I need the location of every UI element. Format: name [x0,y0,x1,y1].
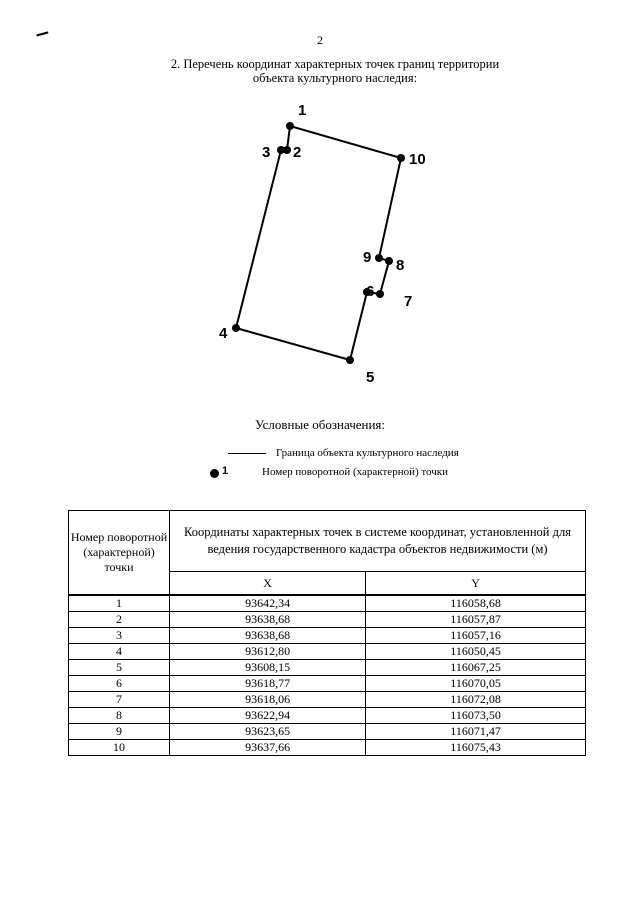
cell-point-number: 4 [69,644,170,660]
header-x: X [170,572,366,596]
legend-boundary-label: Граница объекта культурного наследия [276,447,459,459]
legend-title: Условные обозначения: [254,417,386,432]
cell-x: 93608,15 [170,660,366,676]
cell-point-number: 9 [69,724,170,740]
point-3-label: 3 [262,144,271,161]
table-row [69,595,586,612]
table-row [69,676,586,692]
cell-point-number: 8 [69,708,170,724]
legend-point-sample-number: 1 [222,465,229,477]
cell-y: 116050,45 [366,644,586,660]
cell-point-number: 10 [69,740,170,756]
cell-y: 116057,16 [366,628,586,644]
cell-x: 93638,68 [170,628,366,644]
cell-point-number: 1 [69,595,170,612]
cell-point-number: 2 [69,612,170,628]
legend-point-label: Номер поворотной (характерной) точки [262,466,449,478]
document-title-line-1: 2. Перечень координат характерных точек границ территории [170,57,500,71]
cell-point-number: 5 [69,660,170,676]
point-1-marker [286,122,294,130]
cell-x: 93638,68 [170,612,366,628]
point-10-label: 10 [409,151,426,168]
table-row [69,628,586,644]
cell-point-number: 7 [69,692,170,708]
point-7-label: 7 [404,293,413,310]
cell-x: 93618,06 [170,692,366,708]
cell-y: 116075,43 [366,740,586,756]
cell-y: 116072,08 [366,692,586,708]
point-2-label: 2 [293,144,302,161]
cell-y: 116071,47 [366,724,586,740]
cell-y: 116058,68 [366,595,586,612]
cell-point-number: 3 [69,628,170,644]
point-9-label: 9 [363,249,372,266]
header-coordinates: Координаты характерных точек в системе координат, установленной для ведения государственного кадастра объектов недвижимости (м) [170,511,586,572]
cell-y: 116073,50 [366,708,586,724]
boundary-point-labels [219,102,426,386]
cell-y: 116070,05 [366,676,586,692]
point-1-label: 1 [298,102,307,119]
table-row [69,724,586,740]
point-8-label: 8 [396,257,405,274]
header-point-number: Номер поворотной (характерной) точки [69,511,170,596]
point-3-marker [277,146,285,154]
table-row [69,660,586,676]
table-row [69,692,586,708]
table-row [69,708,586,724]
point-4-marker [232,324,240,332]
cell-x: 93623,65 [170,724,366,740]
boundary-polygon [236,126,401,360]
coordinates-table [68,510,586,756]
table-row [69,644,586,660]
point-10-marker [397,154,405,162]
header-y: Y [366,572,586,596]
boundary-plan [0,0,640,400]
cell-point-number: 6 [69,676,170,692]
document-title-line-2: объекта культурного наследия: [252,71,418,85]
page-number: 2 [317,33,323,47]
cell-x: 93618,77 [170,676,366,692]
point-6-label: 6 [366,283,375,300]
point-5-label: 5 [366,369,375,386]
point-8-marker [385,257,393,265]
point-9-marker [375,254,383,262]
point-4-label: 4 [219,325,228,342]
boundary-line-sample [228,453,266,454]
cell-x: 93622,94 [170,708,366,724]
table-row [69,740,586,756]
table-row [69,612,586,628]
cell-x: 93612,80 [170,644,366,660]
cell-y: 116057,87 [366,612,586,628]
cell-x: 93642,34 [170,595,366,612]
cell-y: 116067,25 [366,660,586,676]
point-5-marker [346,356,354,364]
point-7-marker [376,290,384,298]
cell-x: 93637,66 [170,740,366,756]
point-marker-sample-icon [210,469,219,478]
